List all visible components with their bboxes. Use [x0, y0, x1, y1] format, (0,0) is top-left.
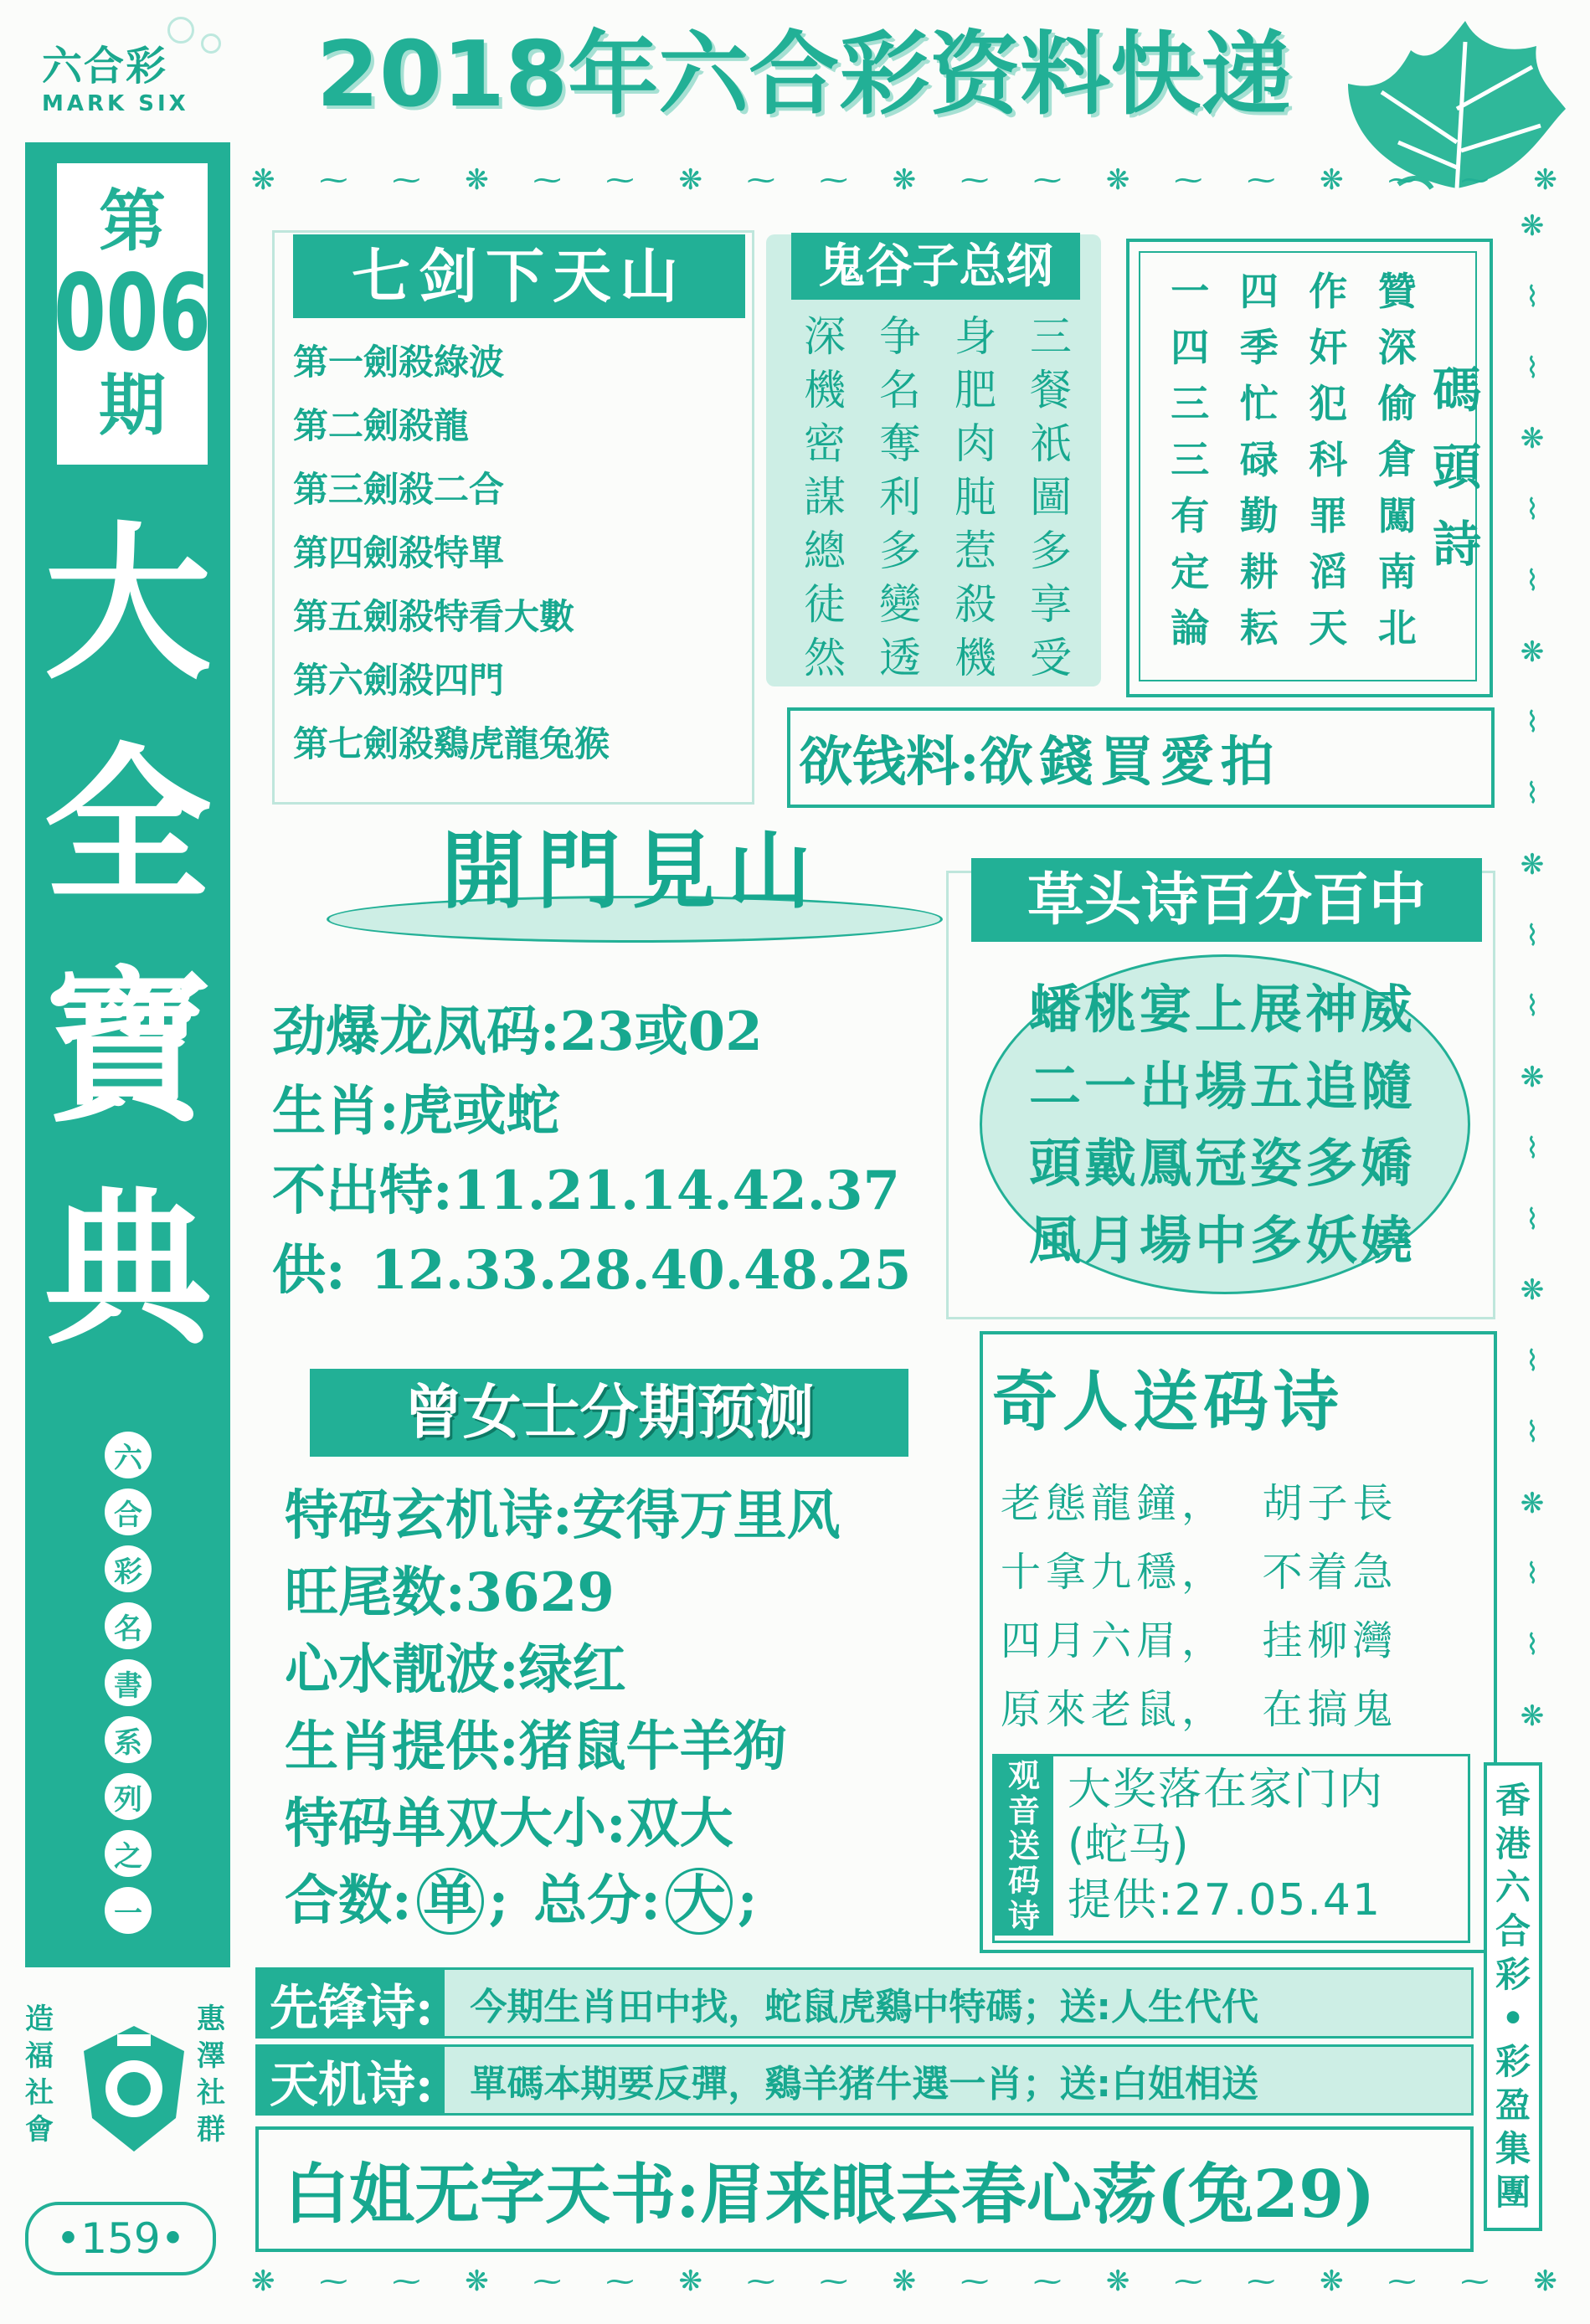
- kaimen-value: 12.33.28.40.48.25: [370, 1239, 912, 1302]
- issue-box: [54, 163, 211, 465]
- code-poem-label-char: 頭: [1432, 439, 1481, 496]
- caotou-title: 草头诗百分百中: [971, 858, 1482, 942]
- xianfeng-label: 先锋诗:: [258, 1970, 445, 2036]
- zeng-line: [285, 1786, 955, 1863]
- kaimen-label: 劲爆龙凤码:: [272, 1000, 560, 1063]
- seal-left-char: 福: [25, 2039, 54, 2073]
- tianji-label: 天机诗:: [258, 2047, 445, 2113]
- zeng-value: 绿红: [518, 1638, 626, 1701]
- code-poem-char: 有: [1171, 493, 1210, 538]
- guiguzi-char: 三: [1030, 312, 1072, 361]
- zeng-line: [285, 1478, 955, 1555]
- code-poem-char: 碌: [1239, 437, 1279, 482]
- code-poem-char: 耕: [1239, 549, 1279, 594]
- series-char: 系: [105, 1716, 152, 1763]
- bottom-deco-border: ❋ ⁓ ⁓ ❋ ⁓ ⁓ ❋ ⁓ ⁓ ❋ ⁓ ⁓ ❋ ⁓ ⁓ ❋ ⁓ ⁓ ❋: [251, 2265, 1557, 2298]
- right-vertical-char: •: [1501, 1998, 1525, 2039]
- guiguzi-char: 祇: [1030, 419, 1072, 468]
- zeng-title: 曾女士分期预测: [310, 1369, 908, 1457]
- series-char: 列: [105, 1773, 152, 1820]
- guiguzi-char: 透: [879, 634, 921, 682]
- seal-right-char: 惠: [197, 2003, 225, 2036]
- zeng-label: 特码玄机诗:: [285, 1484, 573, 1547]
- flower-deco-icon: ❋: [251, 163, 275, 197]
- guiguzi-char: 徒: [804, 580, 846, 629]
- guanyin-label-char: 码: [1007, 1862, 1040, 1900]
- caotou-line: 二一出場五追隨: [1028, 1056, 1416, 1117]
- seal-left-char: 會: [25, 2113, 54, 2147]
- guiguzi-char: 變: [879, 580, 921, 629]
- flower-deco-icon: ❋: [1320, 163, 1344, 197]
- kaimen-line: [272, 992, 942, 1072]
- kaimen-line: [272, 1072, 942, 1151]
- code-poem-char: 論: [1171, 605, 1210, 650]
- series-char: 書: [105, 1659, 152, 1706]
- seal-left-char: 社: [25, 2076, 54, 2110]
- zongfen-value: 大: [666, 1868, 733, 1935]
- sword-line: 第五劍殺特看大數: [293, 596, 575, 637]
- guiguzi-char: 奪: [879, 419, 921, 468]
- baijie-row: [255, 2126, 1474, 2252]
- kaimen-value: 虎或蛇: [399, 1080, 560, 1143]
- right-vertical-char: 香: [1495, 1780, 1531, 1821]
- kaimen-line: [272, 1151, 942, 1231]
- guiguzi-char: 機: [955, 634, 996, 682]
- right-vertical-char: 六: [1495, 1867, 1531, 1908]
- issue-number: 006: [54, 251, 211, 375]
- zeng-value: 猪鼠牛羊狗: [518, 1715, 787, 1778]
- code-poem-label-char: 詩: [1432, 516, 1481, 573]
- seven-swords-list: [293, 331, 754, 776]
- issue-suffix: 期: [99, 367, 166, 445]
- code-poem-char: 三: [1171, 437, 1210, 482]
- kaimen-label: 不出特:: [272, 1159, 453, 1222]
- heshu-value: 单: [417, 1868, 484, 1935]
- series-char: 名: [105, 1602, 152, 1649]
- flower-deco-icon: ❋: [892, 2265, 917, 2298]
- issue-prefix: 第: [99, 183, 166, 260]
- code-poem-char: 忙: [1239, 381, 1279, 426]
- flower-deco-icon: ❋: [251, 2265, 275, 2298]
- caotou-line: 頭戴鳳冠姿多嬌: [1028, 1133, 1416, 1194]
- bubble-icon: [201, 33, 221, 54]
- kaimen-list: [272, 992, 942, 1310]
- zeng-line: [285, 1555, 955, 1632]
- right-vertical-char: 彩: [1495, 2041, 1531, 2082]
- seal-right-char: 社: [197, 2076, 225, 2110]
- guanyin-label-char: 观: [1007, 1756, 1040, 1794]
- guiguzi-grid: [787, 310, 1088, 685]
- flower-deco-icon: ❋: [1105, 163, 1130, 197]
- guiguzi-char: 受: [1030, 634, 1072, 682]
- tianji-row: [255, 2044, 1474, 2116]
- right-vertical-char: 盈: [1495, 2085, 1531, 2126]
- kaimen-value: 11.21.14.42.37: [452, 1159, 901, 1222]
- code-poem-char: 闖: [1377, 493, 1417, 538]
- money-box: [787, 707, 1495, 808]
- code-poem-char: 季: [1239, 325, 1279, 370]
- right-vertical-char: 港: [1495, 1823, 1531, 1864]
- guanyin-line: (蛇马): [1068, 1820, 1189, 1870]
- guiguzi-char: 争: [879, 312, 921, 361]
- guanyin-line: 提供:27.05.41: [1068, 1875, 1382, 1926]
- top-deco-border: ❋ ⁓ ⁓ ❋ ⁓ ⁓ ❋ ⁓ ⁓ ❋ ⁓ ⁓ ❋ ⁓ ⁓ ❋ ⁓ ⁓ ❋: [251, 163, 1557, 197]
- zeng-value: 3629: [465, 1561, 615, 1624]
- code-poem-char: 犯: [1309, 381, 1348, 426]
- code-poem-char: 作: [1309, 269, 1348, 314]
- page-title: 2018年六合彩资料快递: [316, 23, 1292, 127]
- seven-swords-title: 七剑下天山: [293, 234, 745, 318]
- code-poem-label-char: 碼: [1432, 362, 1481, 419]
- guanyin-label-char: 音: [1007, 1792, 1040, 1829]
- heshu-label: 合数:: [285, 1869, 412, 1932]
- guiguzi-title: 鬼谷子总纲: [791, 233, 1080, 300]
- code-poem-char: 天: [1309, 605, 1348, 650]
- brand-text-en: MARK SIX: [42, 91, 189, 116]
- seal-right-char: 群: [197, 2113, 225, 2147]
- caotou-list: [980, 971, 1465, 1279]
- baijie-label: 白姐无字天书:: [284, 2157, 700, 2233]
- sword-line: 第二劍殺龍: [293, 405, 470, 446]
- zeng-value: 双大: [625, 1792, 733, 1855]
- code-poem-char: 奸: [1309, 325, 1348, 370]
- guiguzi-char: 密: [804, 419, 846, 468]
- flower-deco-icon: ❋: [1533, 163, 1557, 197]
- code-poem-char: 贊: [1377, 269, 1417, 314]
- big-title: [33, 494, 222, 1381]
- code-poem-char: 耘: [1239, 605, 1279, 650]
- code-poem-char: 三: [1171, 381, 1210, 426]
- flower-deco-icon: ❋: [1105, 2265, 1130, 2298]
- guiguzi-char: 肫: [955, 473, 996, 522]
- seal-left-char: 造: [25, 2003, 54, 2036]
- flower-deco-icon: ❋: [678, 163, 702, 197]
- code-poem-char: 滔: [1309, 549, 1348, 594]
- code-poem-char: 勤: [1239, 493, 1279, 538]
- code-poem-char: 罪: [1309, 493, 1348, 538]
- qiren-line: 十拿九穩， 不着急: [1001, 1549, 1398, 1596]
- series-char: 彩: [105, 1545, 152, 1592]
- guiguzi-char: 謀: [804, 473, 846, 522]
- xianfeng-row: [255, 1967, 1474, 2039]
- right-vertical-char: 集: [1495, 2128, 1531, 2169]
- emblem-icon: [71, 2018, 197, 2160]
- code-poem-char: 倉: [1377, 437, 1417, 482]
- qiren-title: 奇人送码诗: [992, 1365, 1345, 1440]
- guiguzi-char: 餐: [1030, 366, 1072, 414]
- guanyin-label-char: 送: [1007, 1827, 1040, 1864]
- bubble-icon: [167, 17, 194, 44]
- right-vertical-label: [1484, 1762, 1542, 2231]
- qiren-line: 四月六眉， 挂柳灣: [1001, 1617, 1398, 1664]
- brand-text: 六合彩: [42, 43, 168, 90]
- guanyin-text: [1068, 1762, 1461, 1928]
- zeng-label: 旺尾数:: [285, 1561, 466, 1624]
- separator: ;: [488, 1869, 509, 1932]
- big-title-char: 全: [44, 729, 212, 924]
- kaimen-label: 生肖:: [272, 1080, 399, 1143]
- guiguzi-char: 多: [879, 527, 921, 575]
- tianji-text: 單碼本期要反彈，鷄羊猪牛選一肖；送:白姐相送: [470, 2062, 1259, 2105]
- guiguzi-char: 享: [1030, 580, 1072, 629]
- series-char: 六: [105, 1432, 152, 1478]
- flower-deco-icon: ❋: [892, 163, 917, 197]
- brand-logo: [42, 33, 243, 126]
- code-poem-char: 科: [1309, 437, 1348, 482]
- guiguzi-char: 肥: [955, 366, 996, 414]
- caotou-line: 風月場中多妖嬈: [1028, 1210, 1416, 1271]
- sword-line: 第六劍殺四門: [293, 660, 505, 701]
- code-poem-char: 偷: [1377, 381, 1417, 426]
- code-poem-label: [1432, 352, 1482, 583]
- kaimen-value: 23或02: [559, 1000, 763, 1063]
- guiguzi-char: 利: [879, 473, 921, 522]
- zeng-line: [285, 1863, 955, 1940]
- xianfeng-text: 今期生肖田中找，蛇鼠虎鷄中特碼；送:人生代代: [470, 1985, 1259, 2028]
- zeng-line: [285, 1632, 955, 1709]
- code-poem-char: 北: [1377, 605, 1417, 650]
- guiguzi-char: 機: [804, 366, 846, 414]
- right-vertical-char: 合: [1495, 1910, 1531, 1951]
- series-char: 一: [105, 1887, 152, 1934]
- guiguzi-char: 深: [804, 312, 846, 361]
- separator: ;: [737, 1869, 758, 1932]
- flower-deco-icon: ❋: [678, 2265, 702, 2298]
- big-title-char: 寶: [44, 951, 212, 1146]
- guiguzi-char: 名: [879, 366, 921, 414]
- qiren-line: 原來老鼠， 在搞鬼: [1001, 1686, 1398, 1733]
- zeng-label: 心水靓波:: [285, 1638, 519, 1701]
- guiguzi-char: 圖: [1030, 473, 1072, 522]
- big-title-char: 典: [44, 1173, 212, 1368]
- sword-line: 第四劍殺特單: [293, 532, 505, 573]
- guiguzi-char: 惹: [955, 527, 996, 575]
- sword-line: 第七劍殺鷄虎龍兔猴: [293, 723, 610, 764]
- series-char: 合: [105, 1488, 152, 1535]
- guiguzi-char: 身: [955, 312, 996, 361]
- kaimen-line: [272, 1231, 942, 1310]
- guiguzi-char: 然: [804, 634, 846, 682]
- money-label: 欲钱料:: [799, 731, 980, 794]
- code-poem-char: 四: [1239, 269, 1279, 314]
- guiguzi-char: 肉: [955, 419, 996, 468]
- code-poem-char: 一: [1171, 269, 1210, 314]
- flower-deco-icon: ❋: [465, 2265, 489, 2298]
- code-poem-grid: [1155, 264, 1432, 656]
- qiren-list: [1001, 1469, 1478, 1744]
- caotou-line: 蟠桃宴上展神威: [1028, 979, 1416, 1040]
- zongfen-label: 总分:: [533, 1869, 661, 1932]
- flower-deco-icon: ❋: [1320, 2265, 1344, 2298]
- guanyin-line: 大奖落在家门内: [1068, 1765, 1385, 1815]
- right-vertical-char: 團: [1495, 2172, 1531, 2213]
- right-deco-border: ❋ ⌇ ⌇ ❋ ⌇ ⌇ ❋ ⌇ ⌇ ❋ ⌇ ⌇ ❋ ⌇ ⌇ ❋ ⌇ ⌇ ❋ ⌇ ⌇ ❋: [1520, 209, 1545, 1733]
- flower-deco-icon: ❋: [1533, 2265, 1557, 2298]
- baijie-text: 眉来眼去春心荡(兔29): [699, 2157, 1376, 2233]
- code-poem-char: 四: [1171, 325, 1210, 370]
- kaimen-title: 開門見山: [441, 821, 823, 920]
- guiguzi-char: 總: [804, 527, 846, 575]
- money-value: 欲錢買愛拍: [979, 731, 1281, 794]
- guiguzi-char: 殺: [955, 580, 996, 629]
- right-vertical-char: 彩: [1495, 1954, 1531, 1995]
- code-poem-char: 深: [1377, 325, 1417, 370]
- flower-deco-icon: ❋: [465, 163, 489, 197]
- zeng-list: [285, 1478, 955, 1940]
- sword-line: 第一劍殺綠波: [293, 342, 505, 383]
- zeng-label: 特码单双大小:: [285, 1792, 626, 1855]
- kaimen-label: 供:: [272, 1239, 346, 1302]
- code-poem-char: 南: [1377, 549, 1417, 594]
- seal-block: [25, 2001, 230, 2193]
- zeng-value: 安得万里风: [572, 1484, 841, 1547]
- sword-line: 第三劍殺二合: [293, 469, 505, 510]
- guanyin-label: [995, 1756, 1053, 1936]
- guanyin-label-char: 诗: [1007, 1897, 1040, 1935]
- qiren-line: 老態龍鐘， 胡子長: [1001, 1480, 1398, 1527]
- guiguzi-char: 多: [1030, 527, 1072, 575]
- zeng-label: 生肖提供:: [285, 1715, 519, 1778]
- series-label: [99, 1432, 157, 1944]
- code-poem-char: 定: [1171, 549, 1210, 594]
- page-number: •159•: [25, 2202, 216, 2275]
- zeng-line: [285, 1709, 955, 1786]
- big-title-char: 大: [44, 507, 212, 702]
- series-char: 之: [105, 1830, 152, 1877]
- seal-right-char: 澤: [197, 2039, 225, 2073]
